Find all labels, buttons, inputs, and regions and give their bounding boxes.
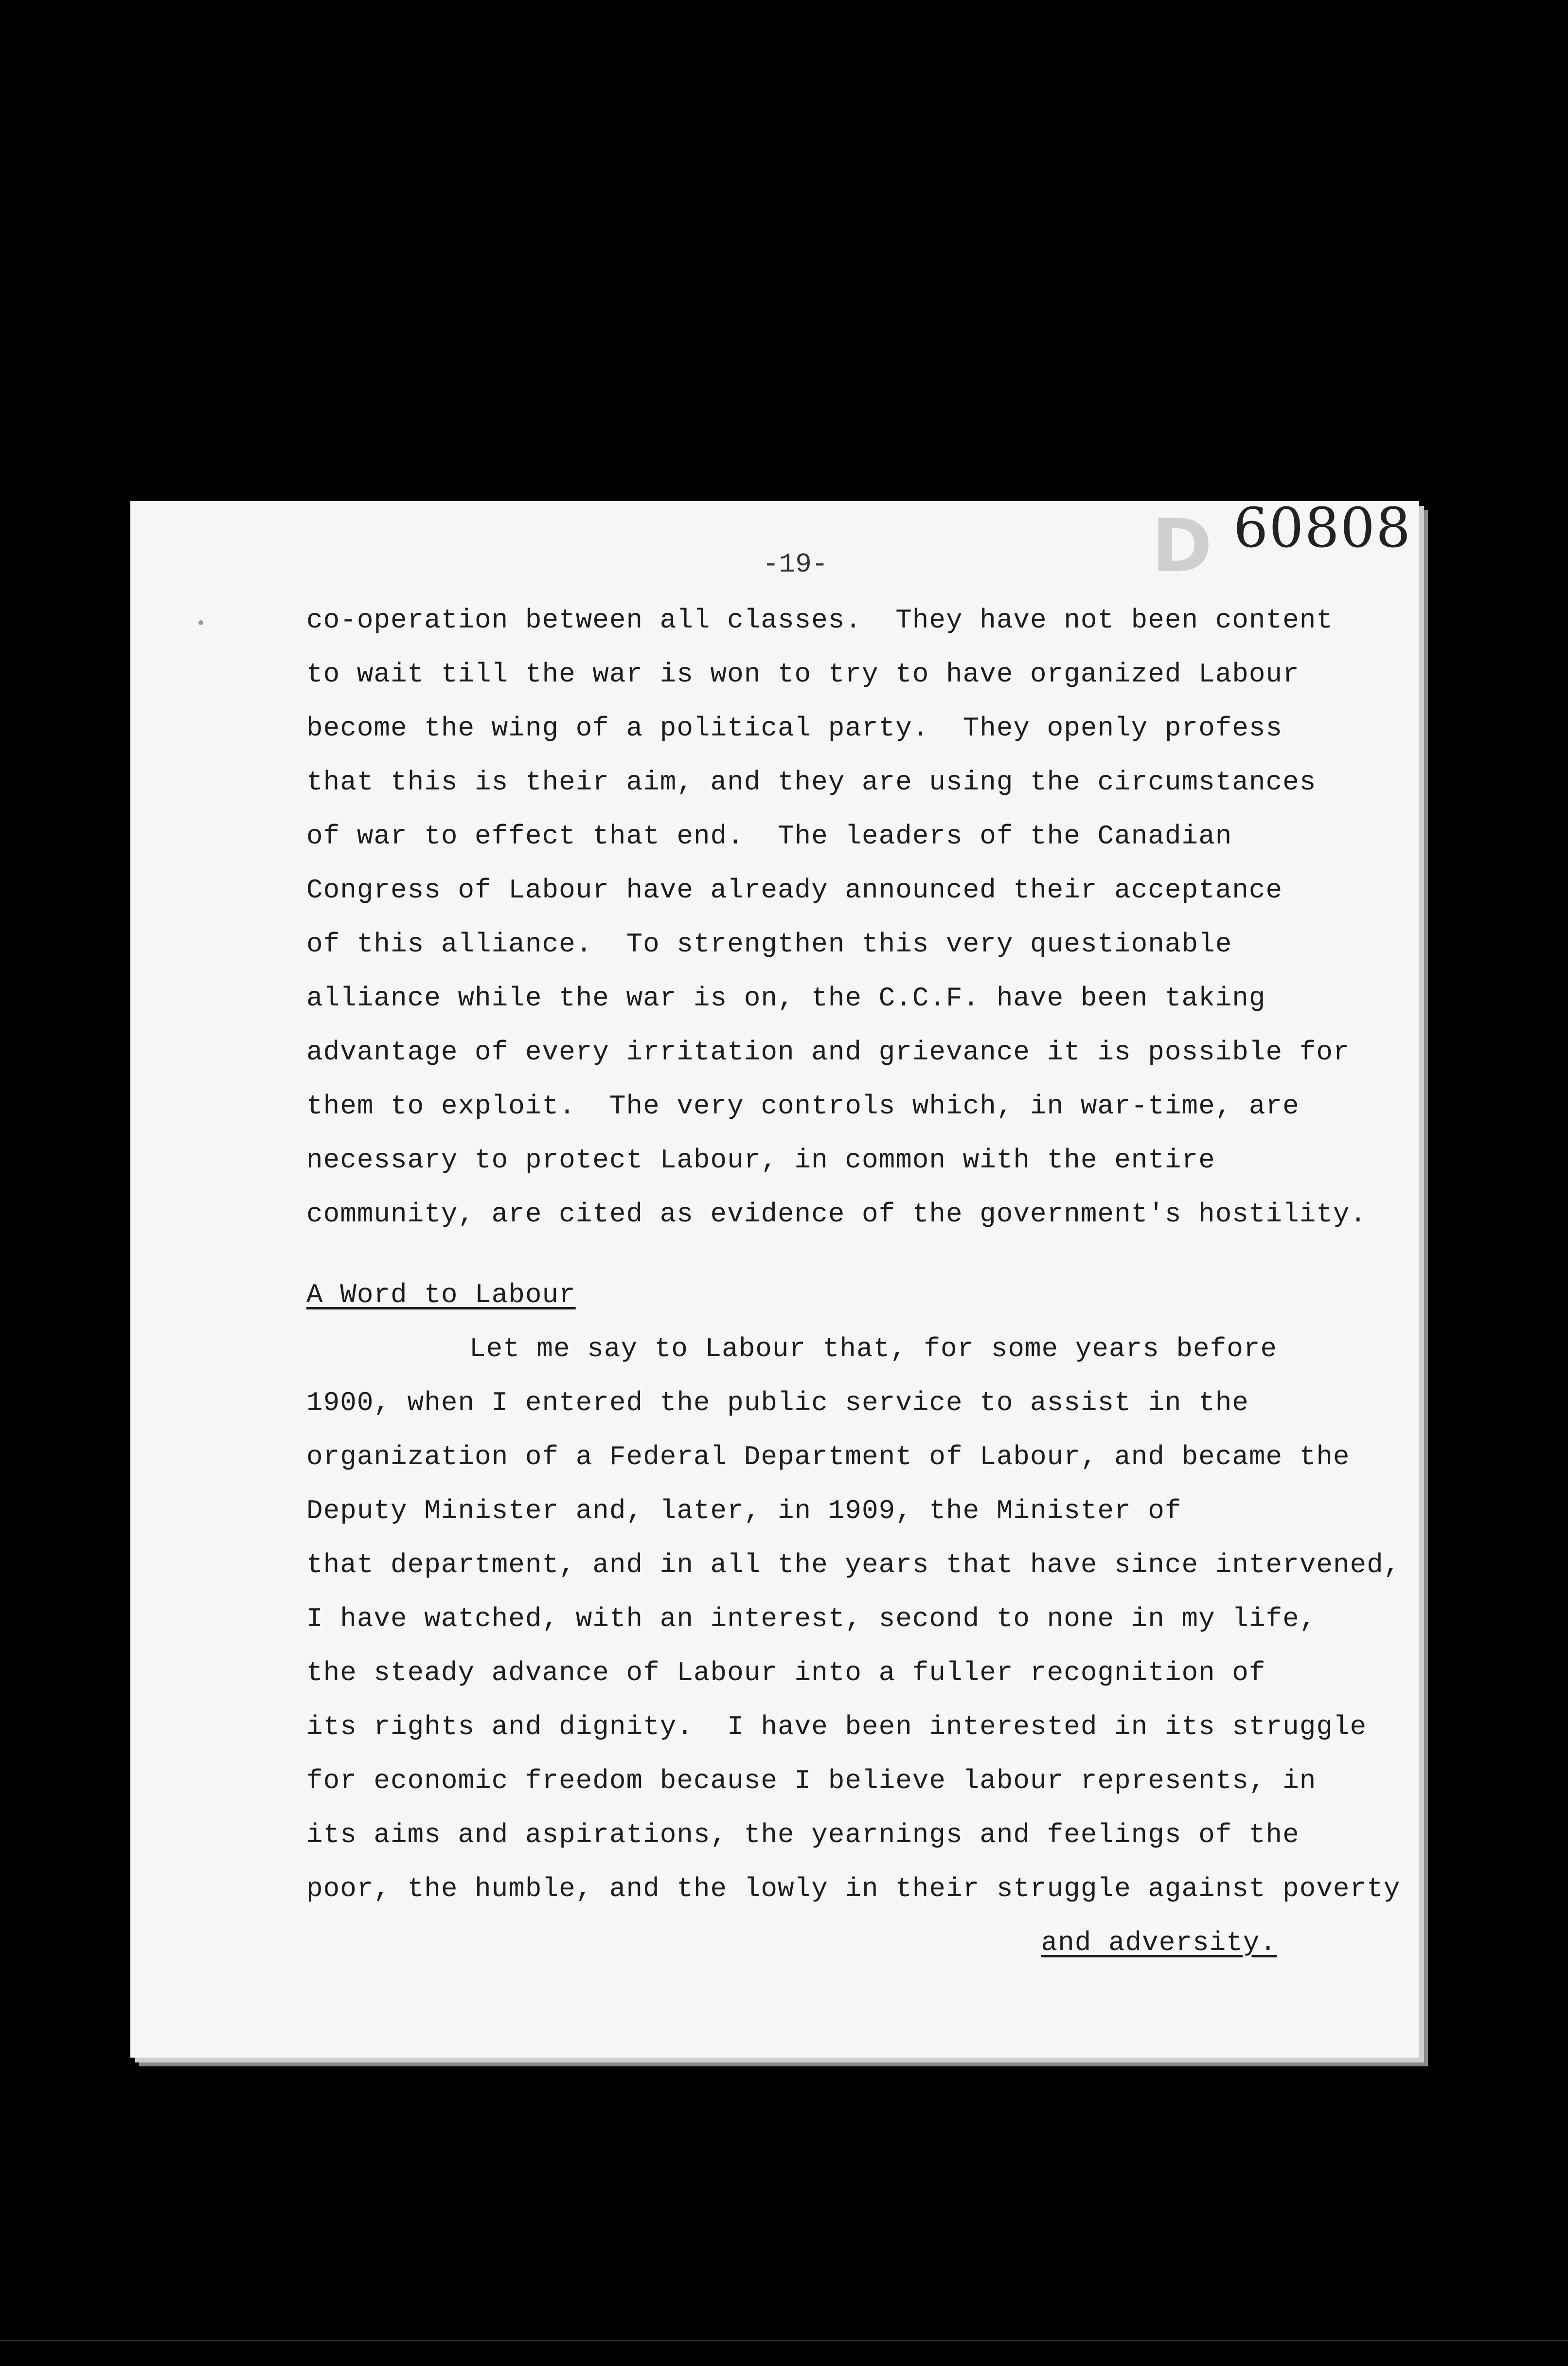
text-line: advantage of every irritation and grievance it is possible for: [306, 1037, 1350, 1068]
text-line: its rights and dignity. I have been interested in its struggle: [306, 1711, 1367, 1742]
text-line: poor, the humble, and the lowly in their struggle against poverty: [306, 1873, 1401, 1904]
text-line: Deputy Minister and, later, in 1909, the Minister of: [306, 1495, 1182, 1526]
text-line: for economic freedom because I believe labour represents, in: [306, 1765, 1317, 1796]
text-line-last: and adversity.: [1041, 1927, 1277, 1958]
paragraph-1: [306, 593, 1391, 1241]
text-line: co-operation between all classes. They have not been content: [306, 605, 1333, 636]
text-line: I have watched, with an interest, second to none in my life,: [306, 1603, 1317, 1634]
text-line: that this is their aim, and they are using the circumstances: [306, 767, 1317, 798]
scan-edge-line: [0, 2340, 1568, 2341]
body-text: [306, 593, 1401, 1970]
text-line: become the wing of a political party. They openly profess: [306, 713, 1283, 744]
text-line: of this alliance. To strengthen this very questionable: [306, 929, 1232, 960]
text-line: that department, and in all the years that have since intervened,: [306, 1549, 1401, 1580]
text-line: 1900, when I entered the public service to assist in the: [306, 1387, 1249, 1418]
section-heading: A Word to Labour: [306, 1279, 576, 1310]
paragraph-2: [306, 1322, 1401, 1970]
text-line: necessary to protect Labour, in common with the entire: [306, 1145, 1215, 1176]
text-line: to wait till the war is won to try to have organized Labour: [306, 659, 1300, 690]
text-line: its aims and aspirations, the yearnings and feelings of the: [306, 1819, 1300, 1850]
text-line-indented: Let me say to Labour that, for some years before: [469, 1333, 1278, 1364]
text-line: organization of a Federal Department of Labour, and became the: [306, 1441, 1350, 1472]
margin-mark: [198, 620, 203, 625]
page-number: -19-: [763, 549, 828, 580]
text-line: of war to effect that end. The leaders of the Canadian: [306, 821, 1232, 852]
text-line: them to exploit. The very controls which, in war-time, are: [306, 1091, 1300, 1122]
archive-stamp-letter: D: [1152, 504, 1212, 589]
document-number: 60808: [1233, 497, 1412, 560]
text-line: Congress of Labour have already announced their acceptance: [306, 875, 1283, 906]
text-line: the steady advance of Labour into a fuller recognition of: [306, 1657, 1266, 1688]
text-line: alliance while the war is on, the C.C.F. have been taking: [306, 983, 1266, 1014]
text-line: community, are cited as evidence of the government's hostility.: [306, 1199, 1367, 1230]
document-page: [130, 497, 1419, 2058]
